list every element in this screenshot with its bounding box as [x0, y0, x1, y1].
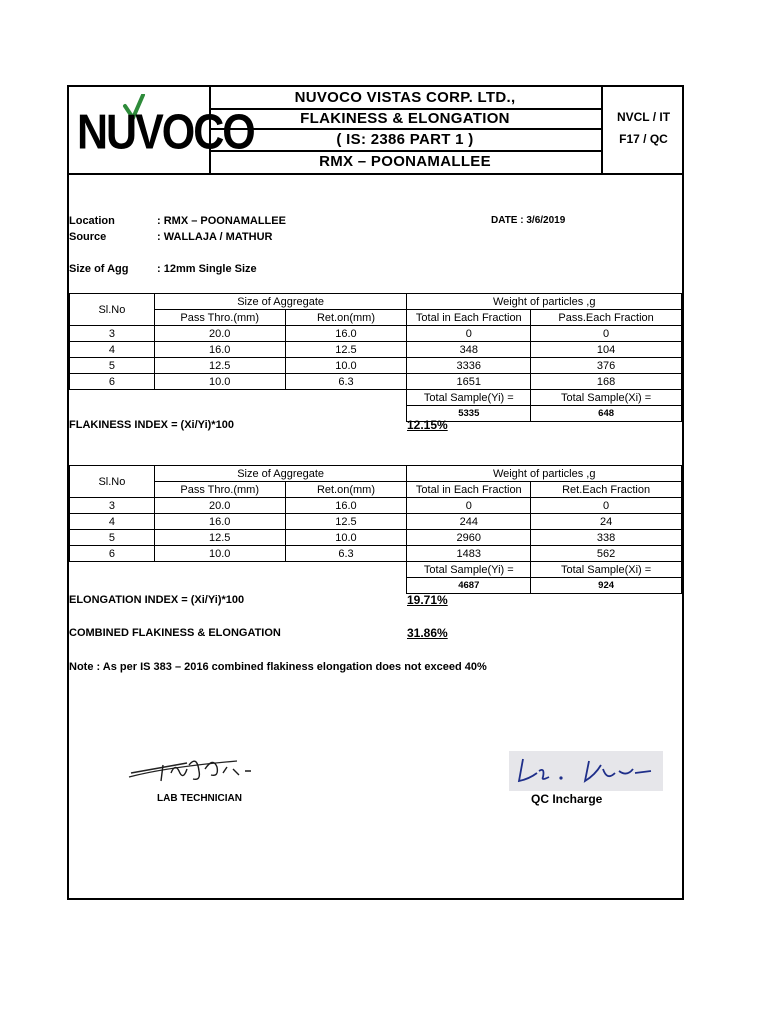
weight-header: Weight of particles ,g	[407, 294, 682, 310]
fraction-cell: 0	[531, 498, 682, 514]
source-value: : WALLAJA / MATHUR	[157, 231, 273, 243]
sl-no-cell: 5	[70, 530, 155, 546]
fraction-cell: 338	[531, 530, 682, 546]
report-date: DATE : 3/6/2019	[491, 215, 566, 226]
total-cell: 1651	[407, 374, 531, 390]
ret-cell: 6.3	[285, 374, 407, 390]
qc-incharge-label: QC Incharge	[531, 792, 603, 806]
pass-cell: 12.5	[154, 530, 285, 546]
total-each-fraction-header: Total in Each Fraction	[407, 482, 531, 498]
pass-cell: 10.0	[154, 374, 285, 390]
report-header	[69, 87, 682, 175]
test-name: FLAKINESS & ELONGATION	[300, 110, 510, 127]
table-row	[70, 546, 682, 562]
total-xi-label: Total Sample(Xi) =	[531, 562, 682, 578]
retained-on-header: Ret.on(mm)	[285, 482, 407, 498]
pass-cell: 12.5	[154, 358, 285, 374]
elongation-table	[69, 465, 682, 594]
document-code	[601, 87, 684, 173]
combined-value: 31.86%	[407, 626, 448, 640]
pass-cell: 20.0	[154, 498, 285, 514]
total-xi-value: 648	[531, 406, 682, 422]
ret-cell: 16.0	[285, 326, 407, 342]
ret-cell: 10.0	[285, 358, 407, 374]
retained-on-header: Ret.on(mm)	[285, 310, 407, 326]
code-line-1: NVCL / IT	[616, 110, 671, 124]
logo-wordmark: NUVOCO	[77, 105, 254, 161]
combined-label: COMBINED FLAKINESS & ELONGATION	[69, 627, 281, 639]
report-frame	[67, 85, 684, 900]
plant-name: RMX – POONAMALLEE	[319, 153, 491, 170]
title-block	[209, 87, 601, 173]
sl-no-header: Sl.No	[70, 294, 155, 326]
total-cell: 3336	[407, 358, 531, 374]
fraction-cell: 376	[531, 358, 682, 374]
fraction-cell: 0	[531, 326, 682, 342]
total-cell: 348	[407, 342, 531, 358]
total-yi-label: Total Sample(Yi) =	[407, 562, 531, 578]
pass-cell: 10.0	[154, 546, 285, 562]
table-row	[70, 358, 682, 374]
aggregate-size-value: : 12mm Single Size	[157, 263, 257, 275]
standard-ref: ( IS: 2386 PART 1 )	[336, 131, 474, 148]
specification-note: Note : As per IS 383 – 2016 combined flakiness elongation does not exceed 40%	[69, 661, 487, 673]
pass-cell: 16.0	[154, 514, 285, 530]
qc-incharge-signature	[509, 751, 663, 791]
aggregate-size-label: Size of Agg	[69, 263, 129, 275]
company-logo	[69, 87, 254, 173]
sl-no-cell: 5	[70, 358, 155, 374]
total-yi-value: 5335	[407, 406, 531, 422]
ret-cell: 16.0	[285, 498, 407, 514]
ret-cell: 12.5	[285, 514, 407, 530]
sl-no-cell: 3	[70, 498, 155, 514]
sl-no-cell: 6	[70, 374, 155, 390]
flakiness-table	[69, 293, 682, 422]
fraction-cell: 168	[531, 374, 682, 390]
sl-no-cell: 6	[70, 546, 155, 562]
ret-cell: 6.3	[285, 546, 407, 562]
sl-no-header: Sl.No	[70, 466, 155, 498]
signature-mark	[127, 751, 271, 793]
pass-through-header: Pass Thro.(mm)	[154, 310, 285, 326]
total-xi-value: 924	[531, 578, 682, 594]
lab-technician-label: LAB TECHNICIAN	[157, 793, 242, 804]
lab-technician-signature	[127, 751, 271, 793]
total-xi-label: Total Sample(Xi) =	[531, 390, 682, 406]
passing-each-fraction-header: Pass.Each Fraction	[531, 310, 682, 326]
flakiness-index-label: FLAKINESS INDEX = (Xi/Yi)*100	[69, 419, 234, 431]
table-row	[70, 514, 682, 530]
table-row	[70, 530, 682, 546]
fraction-cell: 104	[531, 342, 682, 358]
signature-mark	[509, 751, 663, 791]
total-each-fraction-header: Total in Each Fraction	[407, 310, 531, 326]
total-yi-label: Total Sample(Yi) =	[407, 390, 531, 406]
location-value: : RMX – POONAMALLEE	[157, 215, 286, 227]
retained-each-fraction-header: Ret.Each Fraction	[531, 482, 682, 498]
pass-cell: 20.0	[154, 326, 285, 342]
total-cell: 244	[407, 514, 531, 530]
total-cell: 2960	[407, 530, 531, 546]
sl-no-cell: 4	[70, 514, 155, 530]
total-cell: 0	[407, 498, 531, 514]
fraction-cell: 24	[531, 514, 682, 530]
size-of-aggregate-header: Size of Aggregate	[154, 466, 407, 482]
table-row	[70, 374, 682, 390]
company-name: NUVOCO VISTAS CORP. LTD.,	[294, 89, 516, 106]
code-line-2: F17 / QC	[619, 132, 668, 146]
flakiness-index-value: 12.15%	[407, 418, 448, 432]
total-yi-value: 4687	[407, 578, 531, 594]
fraction-cell: 562	[531, 546, 682, 562]
table-row	[70, 326, 682, 342]
source-label: Source	[69, 231, 107, 243]
table-row	[70, 342, 682, 358]
pass-through-header: Pass Thro.(mm)	[154, 482, 285, 498]
sl-no-cell: 3	[70, 326, 155, 342]
size-of-aggregate-header: Size of Aggregate	[154, 294, 407, 310]
sl-no-cell: 4	[70, 342, 155, 358]
pass-cell: 16.0	[154, 342, 285, 358]
table-row	[70, 498, 682, 514]
elongation-index-value: 19.71%	[407, 593, 448, 607]
total-cell: 0	[407, 326, 531, 342]
elongation-index-label: ELONGATION INDEX = (Xi/Yi)*100	[69, 594, 245, 606]
ret-cell: 12.5	[285, 342, 407, 358]
weight-header: Weight of particles ,g	[407, 466, 682, 482]
location-label: Location	[69, 215, 115, 227]
ret-cell: 10.0	[285, 530, 407, 546]
total-cell: 1483	[407, 546, 531, 562]
